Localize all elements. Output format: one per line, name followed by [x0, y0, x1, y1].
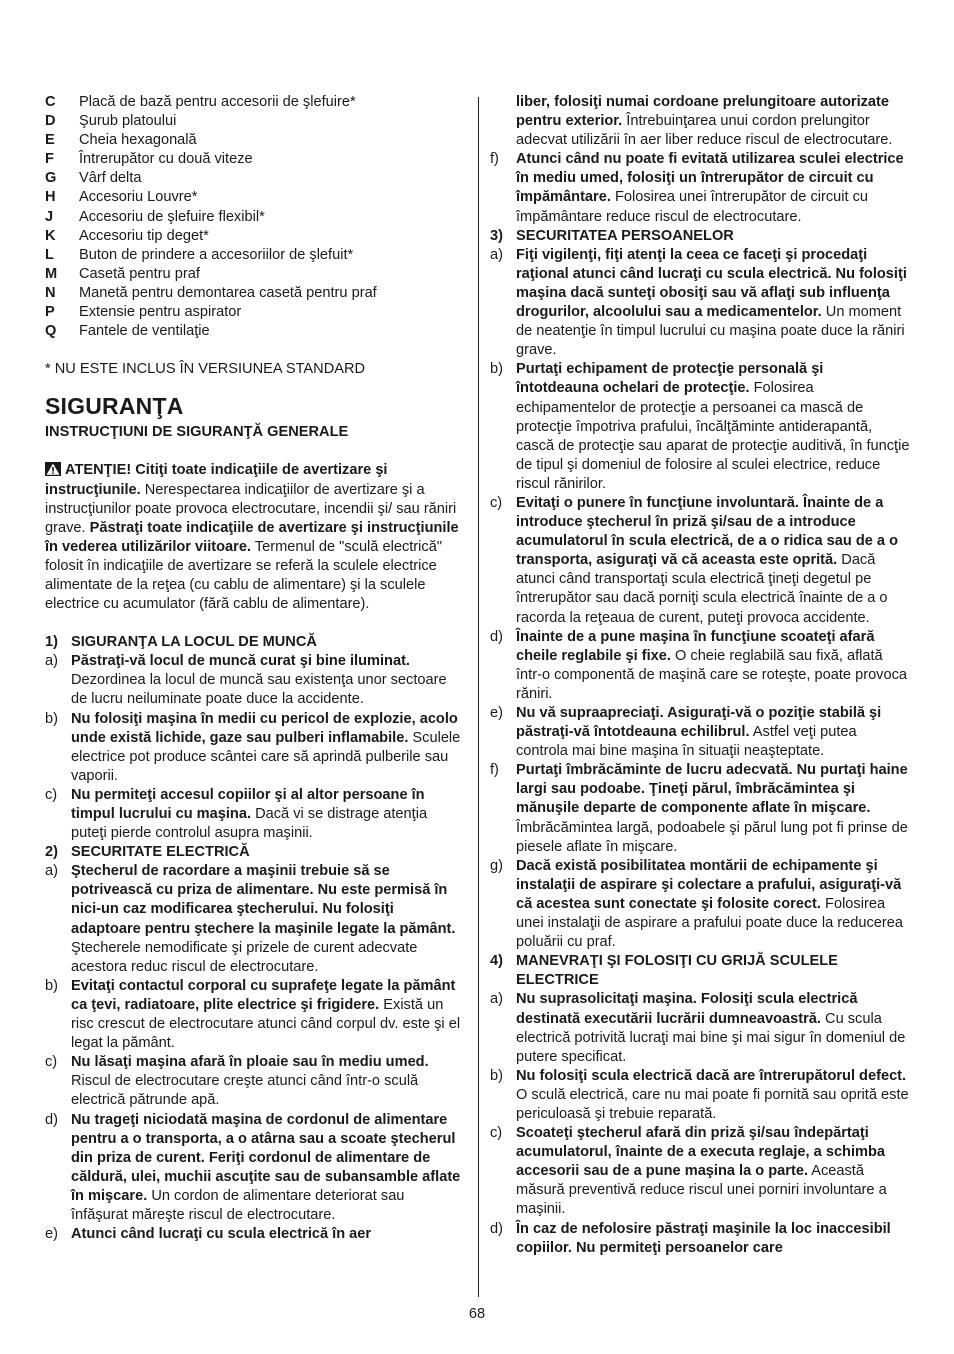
item-key: e)	[490, 705, 503, 721]
item-body	[516, 1067, 910, 1124]
list-item	[490, 628, 910, 704]
list-item	[45, 786, 465, 843]
item-bold: liber, folosiţi numai cordoane prelungitoare autorizate pentru exterior.	[516, 94, 890, 130]
section-number: 1)	[45, 634, 58, 651]
legend-text: Casetă pentru praf	[79, 265, 200, 282]
section-number: 2)	[45, 844, 58, 861]
item-key: c)	[45, 786, 58, 803]
legend-text: Şurub platoului	[79, 113, 177, 130]
item-body	[71, 977, 465, 1053]
item-body	[71, 710, 465, 786]
section-3	[490, 227, 910, 953]
item-body	[516, 360, 910, 494]
list-item	[45, 652, 465, 709]
column-divider	[478, 97, 479, 1297]
section-title: SIGURANŢA LA LOCUL DE MUNCĂ	[71, 634, 317, 651]
list-item	[490, 1067, 910, 1124]
item-body	[516, 704, 910, 761]
legend-letter: E	[45, 132, 55, 149]
item-key: a)	[490, 991, 503, 1008]
item-text: Folosirea unei întrerupător de circuit cu împământare reduce riscul de electrocutare.	[516, 189, 869, 225]
item-bold: Nu suprasolicitaţi maşina. Folosiţi scula electrică destinată executării lucrării dumneavoastră.	[516, 991, 858, 1027]
item-body	[516, 857, 910, 952]
standard-version-note: * NU ESTE INCLUS ÎN VERSIUNEA STANDARD	[45, 361, 366, 378]
item-text: O sculă electrică, care nu mai poate fi pornită sau oprită este periculoasă şi trebuie reparată.	[516, 1086, 909, 1122]
item-text: Ştecherele nemodificate şi prizele de curent adecvate acestora reduc riscul de electrocutare.	[71, 939, 418, 975]
item-text: Există un risc crescut de electrocutare atunci când corpul dv. este şi el legat la pământ.	[71, 996, 461, 1052]
item-text: Îmbrăcămintea largă, podoabele şi părul lung pot fi prinse de piesele aflate în mişcare.	[516, 819, 908, 855]
legend-row	[45, 188, 465, 207]
item-bold: Fiţi vigilenţi, fiţi atenţi la ceea ce faceţi şi procedaţi raţional atunci când lucraţi cu scula electrică. Nu folosiţi maşina dacă sunteţi obosiţi sau vă aflaţi sub influenţa drogurilor, alcoolului sau a medicamentelor.	[516, 246, 907, 321]
item-key: c)	[490, 494, 503, 511]
item-key: b)	[45, 710, 58, 727]
item-text: O cheie reglabilă sau fixă, aflată într-o componentă de maşină care se roteşte, poate provoca răniri.	[516, 647, 908, 702]
item-key: a)	[45, 863, 58, 880]
item-key: d)	[490, 1220, 503, 1237]
item-key: f)	[490, 762, 499, 779]
item-body	[516, 761, 910, 856]
item-text: Riscul de electrocutare creşte atunci când într-o sculă electrică pătrunde apă.	[71, 1073, 419, 1109]
item-body	[71, 1111, 465, 1226]
legend-text: Vârf delta	[79, 170, 142, 187]
legend-letter: L	[45, 246, 54, 263]
legend-text: Placă de bază pentru accesorii de şlefuire*	[79, 94, 356, 110]
list-item	[490, 494, 910, 628]
list-item	[490, 761, 910, 856]
section-1	[45, 633, 465, 843]
legend-row	[45, 112, 465, 131]
item-bold: Dacă există posibilitatea montării de echipamente şi instalaţii de aspirare şi colectare a prafului, asiguraţi-vă că acestea sunt conectate şi folosite corect.	[516, 857, 902, 912]
item-body	[516, 1220, 910, 1258]
section-2	[45, 843, 465, 1244]
legend-row	[45, 322, 465, 341]
item-text: Un cordon de alimentare deteriorat sau înfăşurat măreşte riscul de electrocutare.	[71, 1187, 405, 1223]
legend-text: Fantele de ventilaţie	[79, 323, 210, 340]
legend-letter: M	[45, 265, 58, 282]
item-text: Dacă atunci când transportaţi scula electrică ţineţi degetul pe întrerupător sau dacă porniţi scula electrică înainte de a o racorda la reţeaua de curent, puteţi provoca accidente.	[516, 552, 888, 626]
item-bold: Purtaţi îmbrăcăminte de lucru adecvată. Nu purtaţi haine largi sau podoabe. Ţineţi părul, îmbrăcămintea şi mănuşile departe de componente aflate în mişcare.	[516, 762, 908, 817]
legend-letter: K	[45, 227, 56, 244]
item-key: c)	[45, 1054, 58, 1071]
legend-row	[45, 265, 465, 284]
page-number: 68	[468, 1306, 486, 1322]
item-bold: Păstraţi-vă locul de muncă curat şi bine iluminat.	[71, 653, 410, 670]
page-title: SIGURANŢA	[45, 393, 184, 420]
item-key: d)	[490, 628, 503, 645]
item-bold: Scoateţi ştecherul afară din priză şi/sau îndepărtaţi acumulatorul, înainte de a executa reglaje, a schimba accesorii sau de a pune maşina la o parte.	[516, 1125, 886, 1180]
legend-letter: J	[45, 208, 54, 225]
item-text: Astfel veţi putea controla mai bine maşina în situaţii neaşteptate.	[516, 724, 857, 760]
item-key: a)	[490, 246, 503, 263]
item-body	[71, 862, 465, 977]
warning-bold-1: ATENŢIE! Citiţi toate indicaţiile de avertizare şi instrucţiunile.	[45, 462, 388, 498]
legend-letter: N	[45, 284, 56, 301]
legend-letter: D	[45, 113, 56, 130]
item-bold: Nu vă supraapreciaţi. Asiguraţi-vă o poziţie stabilă şi păstraţi-vă întotdeauna echilibrul.	[516, 705, 882, 741]
item-text: Folosirea echipamentelor de protecţie a persoanei ca mască de protecţie împotriva prafului, încălţăminte antiderapantă, cască de protecţie sau aparat de protecţie auditivă, în funcţie de tipul şi domeniul de folosire al sculei electrice, reduce riscul rănirilor.	[516, 380, 910, 492]
legend-row	[45, 284, 465, 303]
legend-text: Accesoriu de şlefuire flexibil*	[79, 208, 265, 225]
item-text: Folosirea unei instalaţii de aspirare a prafului poate duce la reducerea poluării cu praf.	[516, 895, 903, 951]
item-key: g)	[490, 857, 503, 874]
list-item	[490, 1220, 910, 1258]
parts-legend	[45, 93, 465, 341]
item-text: Întrebuinţarea unui cordon prelungitor adecvat utilizării în aer liber reduce riscul de electrocutare.	[516, 113, 893, 149]
warning-triangle-icon	[45, 462, 61, 476]
item-text: Sculele electrice pot produce scântei care să aprindă pulberile sau vaporii.	[71, 729, 461, 784]
item-body	[71, 1225, 465, 1244]
section-title: SECURITATEA PERSOANELOR	[516, 227, 734, 244]
list-item	[490, 857, 910, 952]
list-item	[45, 1053, 465, 1110]
legend-letter: C	[45, 94, 56, 110]
item-key: b)	[45, 977, 58, 994]
list-item	[490, 246, 910, 361]
section-heading	[45, 633, 465, 652]
legend-row	[45, 208, 465, 227]
list-item	[45, 862, 465, 977]
legend-row	[45, 150, 465, 169]
section-title: SECURITATE ELECTRICĂ	[71, 844, 250, 861]
item-bold: Nu trageţi niciodată maşina de cordonul de alimentare pentru a o transporta, a o atârna sau a scoate ştecherul din priza de curent. Feriţi cordonul de alimentare de căldură, ulei, muchii ascuţite sau de subansamble aflate în mişcare.	[71, 1111, 461, 1204]
item-body	[516, 1124, 910, 1219]
legend-text: Accesoriu tip deget*	[79, 227, 209, 244]
warning-paragraph	[45, 461, 465, 614]
legend-letter: P	[45, 304, 55, 321]
right-column	[490, 93, 910, 1258]
list-item	[490, 990, 910, 1066]
item-bold: Înainte de a pune maşina în funcţiune scoateţi afară cheile reglabile şi fixe.	[516, 628, 875, 664]
section-4	[490, 952, 910, 1258]
legend-row	[45, 93, 465, 112]
legend-letter: Q	[45, 323, 57, 340]
item-bold: Nu lăsaţi maşina afară în ploaie sau în mediu umed.	[71, 1054, 429, 1071]
item-bold: Purtaţi echipament de protecţie personală şi întotdeauna ochelari de protecţie.	[516, 361, 824, 397]
legend-row	[45, 169, 465, 188]
item-body	[516, 246, 910, 361]
item-key: a)	[45, 653, 58, 670]
item-text: Dacă vi se distrage atenţia puteţi pierde controlul asupra maşinii.	[71, 806, 428, 842]
left-column	[45, 93, 465, 1244]
legend-text: Extensie pentru aspirator	[79, 304, 242, 321]
legend-text: Cheia hexagonală	[79, 132, 197, 149]
item-text: Cu scula electrică potrivită lucraţi mai bine şi mai sigur în domeniul de putere specificat.	[516, 1010, 906, 1065]
item-key: f)	[490, 151, 499, 168]
legend-row	[45, 131, 465, 150]
legend-letter: F	[45, 151, 54, 168]
list-item	[490, 1124, 910, 1219]
list-item	[490, 360, 910, 494]
item-key: d)	[45, 1111, 58, 1128]
general-safety-heading: INSTRUCŢIUNI DE SIGURANŢĂ GENERALE	[45, 424, 349, 441]
item-key: b)	[490, 1067, 503, 1084]
legend-text: Accesoriu Louvre*	[79, 189, 198, 206]
list-item	[45, 1111, 465, 1226]
section-heading	[490, 227, 910, 246]
item-bold: Atunci când lucraţi cu scula electrică în aer	[71, 1226, 372, 1243]
item-bold: Ştecherul de racordare a maşinii trebuie să se potrivească cu priza de alimentare. Nu este permisă în nici-un caz modificarea ştecherului. Nu folosiţi adaptoare pentru ştechere la maşinile legate la pământ.	[71, 863, 456, 937]
item-bold: Evitaţi contactul corporal cu suprafeţe legate la pământ ca ţevi, radiatoare, plite electrice şi frigidere.	[71, 977, 456, 1013]
legend-letter: G	[45, 170, 57, 187]
legend-text: Manetă pentru demontarea casetă pentru praf	[79, 284, 377, 301]
legend-row	[45, 246, 465, 265]
item-text: Dezordinea la locul de muncă sau existenţa unor sectoare de lucru neiluminate poate duce la accidente.	[71, 672, 447, 708]
legend-text: Buton de prindere a accesoriilor de şlefuit*	[79, 246, 354, 263]
list-item	[490, 150, 910, 226]
item-body	[516, 628, 910, 704]
section-number: 4)	[490, 953, 503, 970]
section-heading	[45, 843, 465, 862]
item-bold: Nu folosiţi scula electrică dacă are întrerupătorul defect.	[516, 1067, 907, 1084]
item-key: e)	[45, 1226, 58, 1243]
item-bold: În caz de nefolosire păstraţi maşinile la loc inaccesibil copiilor. Nu permiteţi persoanelor care	[516, 1220, 891, 1256]
warning-bold-2: Păstraţi toate indicaţiile de avertizare şi instrucţiunile în vederea utilizărilor viitoare.	[45, 519, 459, 555]
list-item	[45, 977, 465, 1053]
item-text: Această măsură preventivă reduce riscul unei porniri involuntare a maşinii.	[516, 1163, 887, 1218]
legend-row	[45, 303, 465, 322]
section-title: MANEVRAŢI ŞI FOLOSIŢI CU GRIJĂ SCULELE ELECTRICE	[516, 953, 838, 989]
item-bold: Atunci când nu poate fi evitată utilizarea sculei electrice în mediu umed, folosiţi un întrerupător de circuit cu împământare.	[516, 151, 904, 206]
item-key: b)	[490, 361, 503, 378]
item-body	[71, 786, 465, 843]
section-heading	[490, 952, 910, 990]
list-item	[45, 1225, 465, 1244]
list-item	[490, 704, 910, 761]
legend-text: Întrerupător cu două viteze	[79, 151, 253, 168]
legend-letter: H	[45, 189, 56, 206]
item-text: Un moment de neatenţie în timpul lucrului cu maşina poate duce la răniri grave.	[516, 304, 905, 359]
item-bold: Nu folosiţi maşina în medii cu pericol de explozie, acolo unde există lichide, gaze sau pulberi inflamabile.	[71, 710, 458, 746]
item-body	[516, 494, 910, 628]
item-body	[71, 652, 465, 709]
item-bold: Nu permiteţi accesul copiilor şi al altor persoane în timpul lucrului cu maşina.	[71, 786, 425, 822]
item-body	[71, 1053, 465, 1110]
item-bold: Evitaţi o punere în funcţiune involuntară. Înainte de a introduce ştecherul în priză şi/sau de a introduce acumulatorul în scula electrică, de a o ridica sau de a o transporta, asiguraţi vă că aceasta este oprită.	[516, 494, 899, 569]
warning-text-1: Nerespectarea indicaţiilor de avertizare şi a instrucţiunilor poate provoca electrocutare, incendii şi/ sau răniri grave.	[45, 481, 457, 536]
legend-row	[45, 227, 465, 246]
item-body	[516, 990, 910, 1066]
warning-text-2: Termenul de "sculă electrică" folosit în indicaţiile de avertizare se referă la sculele electrice alimentate de la reţea (cu cablu de alimentare) şi la sculele electrice cu acumulator (fără cablu de alimentare).	[45, 538, 442, 613]
list-item	[45, 710, 465, 786]
section-number: 3)	[490, 227, 503, 244]
list-item	[490, 93, 910, 150]
item-key: c)	[490, 1125, 503, 1142]
